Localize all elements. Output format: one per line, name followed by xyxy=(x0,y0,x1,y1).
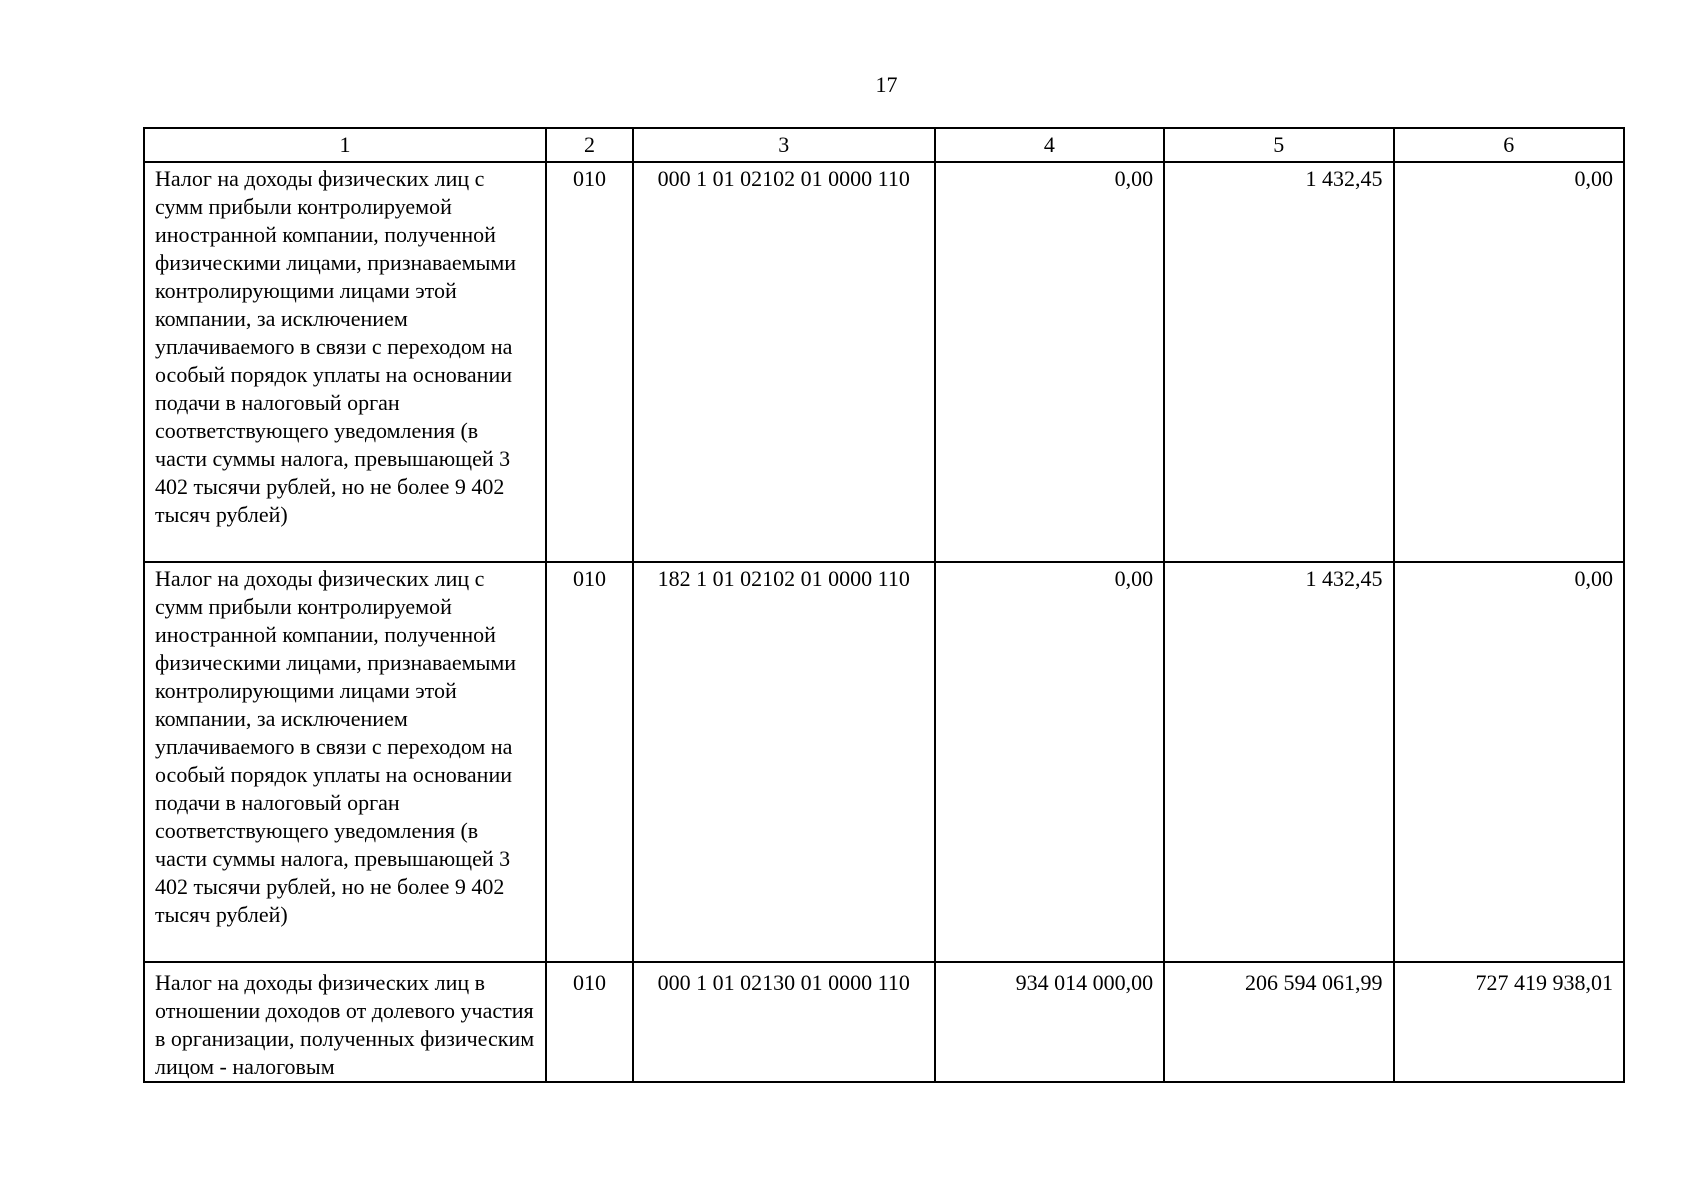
value-col4: 934 014 000,00 xyxy=(935,962,1164,1082)
table-row xyxy=(144,562,1624,962)
income-name: Налог на доходы физических лиц с сумм прибыли контролируемой иностранной компании, полученной физическими лицами, признаваемыми контролирующими лицами этой компании, за исключением уплачиваемого в связи с переходом на особый порядок уплаты на основании подачи в налоговый орган соответствующего уведомления (в части суммы налога, превышающей 3 402 тысячи рублей, но не более 9 402 тысяч рублей) xyxy=(144,562,546,962)
value-col4: 0,00 xyxy=(935,562,1164,962)
income-name: Налог на доходы физических лиц с сумм прибыли контролируемой иностранной компании, полученной физическими лицами, признаваемыми контролирующими лицами этой компании, за исключением уплачиваемого в связи с переходом на особый порядок уплаты на основании подачи в налоговый орган соответствующего уведомления (в части суммы налога, превышающей 3 402 тысячи рублей, но не более 9 402 тысяч рублей) xyxy=(144,162,546,562)
table-row xyxy=(144,962,1624,1082)
table-row xyxy=(144,162,1624,562)
value-col4: 0,00 xyxy=(935,162,1164,562)
line-code: 010 xyxy=(546,562,633,962)
income-classification-code: 000 1 01 02130 01 0000 110 xyxy=(633,962,935,1082)
column-header-3: 3 xyxy=(633,128,935,162)
column-header-2: 2 xyxy=(546,128,633,162)
value-col5: 206 594 061,99 xyxy=(1164,962,1393,1082)
income-classification-code: 000 1 01 02102 01 0000 110 xyxy=(633,162,935,562)
value-col6: 0,00 xyxy=(1394,562,1625,962)
value-col5: 1 432,45 xyxy=(1164,162,1393,562)
value-col5: 1 432,45 xyxy=(1164,562,1393,962)
income-classification-code: 182 1 01 02102 01 0000 110 xyxy=(633,562,935,962)
income-name: Налог на доходы физических лиц в отношении доходов от долевого участия в организации, полученных физическим лицом - налоговым xyxy=(144,962,546,1082)
page-number: 17 xyxy=(875,72,898,97)
line-code: 010 xyxy=(546,962,633,1082)
column-header-4: 4 xyxy=(935,128,1164,162)
table-header-row xyxy=(144,128,1624,162)
column-header-1: 1 xyxy=(144,128,546,162)
column-header-5: 5 xyxy=(1164,128,1393,162)
column-header-6: 6 xyxy=(1394,128,1625,162)
value-col6: 0,00 xyxy=(1394,162,1625,562)
budget-table xyxy=(143,127,1625,1083)
line-code: 010 xyxy=(546,162,633,562)
value-col6: 727 419 938,01 xyxy=(1394,962,1625,1082)
